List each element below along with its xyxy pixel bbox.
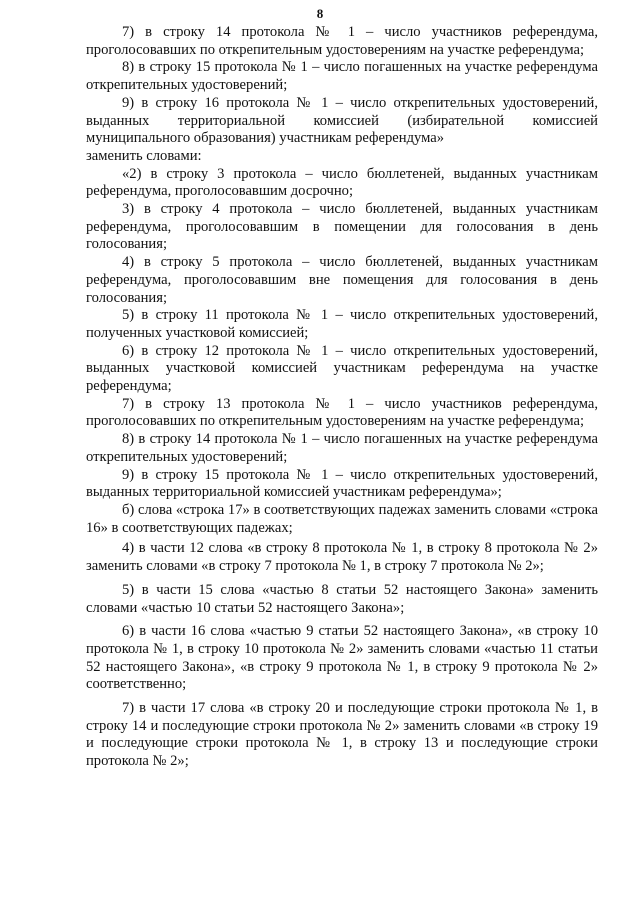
document-body xyxy=(86,24,598,771)
paragraph: б) слова «строка 17» в соответствующих падежах заменить словами «строка 16» в соответствующих падежах; xyxy=(86,501,598,536)
paragraph: заменить словами: xyxy=(86,147,202,164)
paragraph: 9) в строку 15 протокола № 1 – число открепительных удостоверений, выданных территориальной комиссией участникам референдума»; xyxy=(86,466,598,501)
paragraph: 5) в части 15 слова «частью 8 статьи 52 настоящего Закона» заменить словами «частью 10 статьи 52 настоящего Закона»; xyxy=(86,581,598,616)
page-number: 8 xyxy=(316,6,324,21)
paragraph: 7) в строку 13 протокола № 1 – число участников референдума, проголосовавших по открепительным удостоверениям на участке референдума; xyxy=(86,395,598,430)
paragraph: 6) в строку 12 протокола № 1 – число открепительных удостоверений, выданных участковой комиссией участникам референдума на участке референдума; xyxy=(86,342,598,395)
paragraph: 4) в строку 5 протокола – число бюллетеней, выданных участникам референдума, проголосовавшим вне помещения для голосования в день голосования; xyxy=(86,254,598,306)
paragraph: 5) в строку 11 протокола № 1 – число открепительных удостоверений, полученных участковой комиссией; xyxy=(86,307,598,341)
paragraph: «2) в строку 3 протокола – число бюллетеней, выданных участникам референдума, проголосовавшим досрочно; xyxy=(86,165,598,200)
paragraph: 6) в части 16 слова «частью 9 статьи 52 настоящего Закона», «в строку 10 протокола № 1, в строку 10 протокола № 2» заменить словами «частью 11 статьи 52 настоящего Закона», «в строку 9 протокола № 1, в строку 9 протокола № 2» соответственно; xyxy=(86,623,598,693)
paragraph: 9) в строку 16 протокола № 1 – число открепительных удостоверений, выданных территориальной комиссией (избирательной комиссией муниципального образования) участникам референдума» xyxy=(86,94,598,147)
paragraph: 3) в строку 4 протокола – число бюллетеней, выданных участникам референдума, проголосовавшим в помещении для голосования в день голосования; xyxy=(86,201,598,253)
paragraph: 8) в строку 15 протокола № 1 – число погашенных на участке референдума открепительных удостоверений; xyxy=(86,59,598,94)
paragraph: 8) в строку 14 протокола № 1 – число погашенных на участке референдума открепительных удостоверений; xyxy=(86,431,598,465)
paragraph: 4) в части 12 слова «в строку 8 протокола № 1, в строку 8 протокола № 2» заменить словами «в строку 7 протокола № 1, в строку 7 протокола № 2»; xyxy=(86,540,598,575)
paragraph: 7) в строку 14 протокола № 1 – число участников референдума, проголосовавших по открепительным удостоверениям на участке референдума; xyxy=(86,24,598,58)
paragraph: 7) в части 17 слова «в строку 20 и последующие строки протокола № 1, в строку 14 и последующие строки протокола № 2» заменить словами «в строку 19 и последующие строки протокола № 1, в строку 13 и последующие строки протокола № 2»; xyxy=(86,700,598,770)
